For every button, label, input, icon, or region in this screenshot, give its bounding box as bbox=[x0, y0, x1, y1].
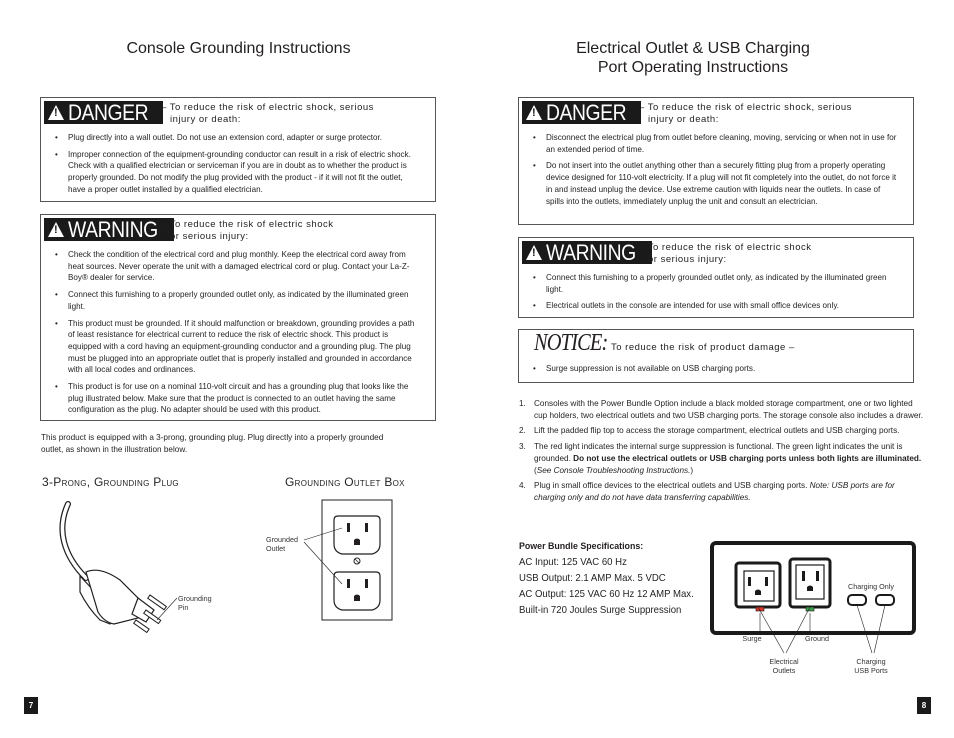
surge-label: Surge bbox=[742, 634, 762, 643]
danger-header bbox=[519, 98, 913, 126]
danger-box bbox=[518, 97, 914, 225]
list-item: • Disconnect the electrical plug from outlet before cleaning, moving, servicing or when not in use for an extended period of time. bbox=[519, 132, 913, 155]
notice-header-text: To reduce the risk of product damage – bbox=[611, 342, 795, 353]
danger-badge: ! DANGER bbox=[522, 101, 641, 124]
warning-header-text: – To reduce the risk of electric shock or serious injury: bbox=[639, 242, 812, 265]
warning-list bbox=[41, 249, 435, 416]
page-title: Console Grounding Instructions bbox=[126, 40, 351, 57]
page-number: 8 bbox=[917, 697, 931, 714]
danger-header-text: – To reduce the risk of electric shock, serious injury or death: bbox=[639, 102, 852, 125]
list-item: • This product is for use on a nominal 110-volt circuit and has a grounding plug that looks like the plug illustrated below. Make sure that the product is connected to an outlet having the same configuration as the plug. No adapter should be used with this product. bbox=[41, 381, 435, 416]
page-title: Electrical Outlet & USB Charging Port Operating Instructions bbox=[576, 40, 810, 76]
grounding-pin-label: Grounding Pin bbox=[178, 594, 212, 612]
notice-box bbox=[518, 329, 914, 383]
notice-header bbox=[519, 330, 913, 358]
warning-triangle-icon bbox=[48, 105, 64, 120]
list-item: • Connect this furnishing to a properly grounded outlet only, as indicated by the illuminated green light. bbox=[519, 272, 913, 295]
warning-triangle-icon bbox=[526, 245, 542, 260]
list-item: 4. Plug in small office devices to the electrical outlets and USB charging ports. Note: USB ports are for charging only and do not have data transferring capabilities. bbox=[519, 481, 895, 502]
body-paragraph: This product is equipped with a 3-prong, grounding plug. Plug directly into a properly grounded outlet, as shown in the illustration below. bbox=[41, 433, 384, 454]
list-item: • Surge suppression is not available on USB charging ports. bbox=[519, 363, 913, 375]
warning-header bbox=[41, 215, 435, 243]
danger-list bbox=[519, 132, 913, 207]
charging-only-label: Charging Only bbox=[848, 582, 894, 591]
warning-triangle-icon bbox=[526, 105, 542, 120]
list-item: • This product must be grounded. If it should malfunction or breakdown, grounding provides a path of least resistance for electrical current to reduce the risk of electric shock. This product is equipped with a cord having an equipment-grounding conductor and a grounding plug. The plug must be plugged into an appropriate outlet that is properly installed and grounded in accordance with all local codes and ordinances. bbox=[41, 318, 435, 377]
warning-list bbox=[519, 272, 913, 312]
plug-title: 3-Prong, Grounding Plug bbox=[42, 475, 179, 489]
grounding-outlet-illustration bbox=[260, 498, 400, 628]
power-bundle-specs: Power Bundle Specifications: AC Input: 125 VAC 60 Hz USB Output: 2.1 AMP Max. 5 VDC AC Output: 125 VAC 60 Hz 12 AMP Max. Built-in 720 Joules Surge Suppression bbox=[519, 541, 694, 616]
danger-list bbox=[41, 132, 435, 196]
list-item: • Do not insert into the outlet anything other than a securely fitting plug from a properly operating device designed for 110-volt electricity. If a plug will not fit completely into the outlet, do not force it in and instead unplug the device. Use extreme caution with liquids near the outlets. In case of spills into the outlets, immediately unplug the unit and consult an electrician. bbox=[519, 160, 913, 207]
outlet-title: Grounding Outlet Box bbox=[285, 475, 405, 489]
list-item: • Electrical outlets in the console are intended for use with small office devices only. bbox=[519, 300, 913, 312]
grounding-plug-illustration bbox=[50, 500, 220, 640]
list-item: 3. The red light indicates the internal surge suppression is functional. The green light indicates the unit is grounded. Do not use the electrical outlets or USB charging ports unless both lights are illuminated. (See Console Troubleshooting Instructions.) bbox=[519, 442, 922, 475]
warning-badge: ! WARNING bbox=[44, 218, 174, 241]
warning-box bbox=[40, 214, 436, 421]
charging-usb-ports-label: Charging USB Ports bbox=[854, 657, 888, 675]
warning-header-text: – To reduce the risk of electric shock or serious injury: bbox=[161, 219, 334, 242]
notice-badge: NOTICE: bbox=[534, 330, 608, 356]
list-item: • Improper connection of the equipment-grounding conductor can result in a risk of electric shock. Check with a qualified electrician or serviceman if you are in doubt as to whether the product is properly grounded. Do not modify the plug provided with the product - if it will not fit the outlet, have a proper outlet installed by a qualified electrician. bbox=[41, 149, 435, 196]
warning-box bbox=[518, 237, 914, 318]
list-item: 2. Lift the padded flip top to access the storage compartment, electrical outlets and USB charging ports. bbox=[519, 426, 900, 436]
danger-header bbox=[41, 98, 435, 126]
notice-list bbox=[519, 363, 913, 375]
grounded-outlet-label: Grounded Outlet bbox=[266, 535, 298, 553]
ground-label: Ground bbox=[805, 634, 829, 643]
list-item: • Check the condition of the electrical cord and plug monthly. Keep the electrical cord away from heat sources. Never operate the unit with a damaged electrical cord or plug. Contact your La-Z-Boy® dealer for service. bbox=[41, 249, 435, 284]
danger-badge: ! DANGER bbox=[44, 101, 163, 124]
list-item: • Connect this furnishing to a properly grounded outlet only, as indicated by the illuminated green light. bbox=[41, 289, 435, 312]
warning-triangle-icon bbox=[48, 222, 64, 237]
warning-badge: ! WARNING bbox=[522, 241, 652, 264]
page-number: 7 bbox=[24, 697, 38, 714]
list-item: 1. Consoles with the Power Bundle Option include a black molded storage compartment, one or two lighted cup holders, two electrical outlets and two USB charging ports. The storage console also includes a drawer. bbox=[519, 399, 923, 420]
electrical-outlets-label: Electrical Outlets bbox=[769, 657, 799, 675]
danger-header-text: – To reduce the risk of electric shock, serious injury or death: bbox=[161, 102, 374, 125]
instruction-steps bbox=[519, 398, 927, 508]
danger-box bbox=[40, 97, 436, 202]
warning-header bbox=[519, 238, 913, 266]
list-item: • Plug directly into a wall outlet. Do not use an extension cord, adapter or surge protector. bbox=[41, 132, 435, 144]
